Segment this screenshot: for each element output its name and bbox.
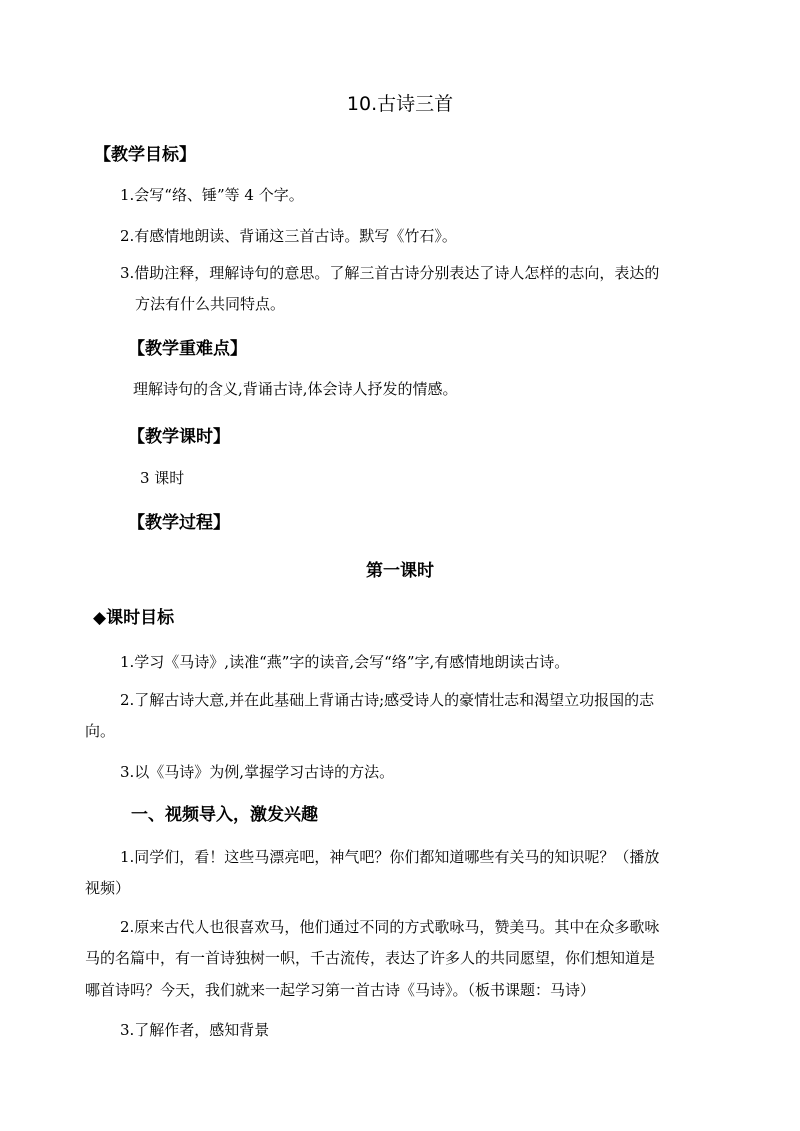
teaching-goal-3-line-1: 3.借助注释，理解诗句的意思。了解三首古诗分别表达了诗人怎样的志向，表达的 [120, 264, 660, 282]
lesson-1-heading: 第一课时 [366, 561, 434, 581]
document-title: 10.古诗三首 [346, 93, 454, 115]
lesson-goal-2-line-1: 2.了解古诗大意,并在此基础上背诵古诗;感受诗人的豪情壮志和渴望立功报国的志 [120, 691, 655, 709]
step-1-line-6: 3.了解作者，感知背景 [120, 1021, 270, 1039]
lesson-goal-2-line-2: 向。 [85, 722, 116, 740]
teaching-process-heading: 【教学过程】 [128, 513, 230, 533]
teaching-goal-3-line-2: 方法有什么共同特点。 [135, 295, 286, 313]
step-1-heading: 一、视频导入，激发兴趣 [131, 805, 318, 825]
lesson-goal-3: 3.以《马诗》为例,掌握学习古诗的方法。 [120, 763, 395, 781]
step-1-line-1: 1.同学们，看！这些马漂亮吧，神气吧？你们都知道哪些有关马的知识呢？（播放 [120, 848, 660, 866]
step-1-line-5: 哪首诗吗？今天，我们就来一起学习第一首古诗《马诗》。（板书课题：马诗） [85, 981, 596, 999]
key-points-heading: 【教学重难点】 [128, 339, 247, 359]
lesson-goal-1: 1.学习《马诗》,读准“燕”字的读音,会写“络”字,有感情地朗读古诗。 [120, 653, 570, 671]
teaching-goals-heading: 【教学目标】 [94, 145, 196, 165]
lesson-goal-heading: ◆课时目标 [93, 608, 175, 628]
teaching-goal-1: 1.会写“络、锤”等 4 个字。 [120, 186, 304, 204]
key-points-text: 理解诗句的含义,背诵古诗,体会诗人抒发的情感。 [133, 380, 458, 398]
step-1-line-2: 视频） [85, 879, 131, 897]
teaching-hours-heading: 【教学课时】 [128, 427, 230, 447]
step-1-line-4: 马的名篇中，有一首诗独树一帜，千古流传，表达了许多人的共同愿望，你们想知道是 [85, 949, 656, 967]
teaching-hours-text: 3 课时 [140, 469, 185, 487]
step-1-line-3: 2.原来古代人也很喜欢马，他们通过不同的方式歌咏马，赞美马。其中在众多歌咏 [120, 918, 660, 936]
teaching-goal-2: 2.有感情地朗读、背诵这三首古诗。默写《竹石》。 [120, 227, 457, 245]
